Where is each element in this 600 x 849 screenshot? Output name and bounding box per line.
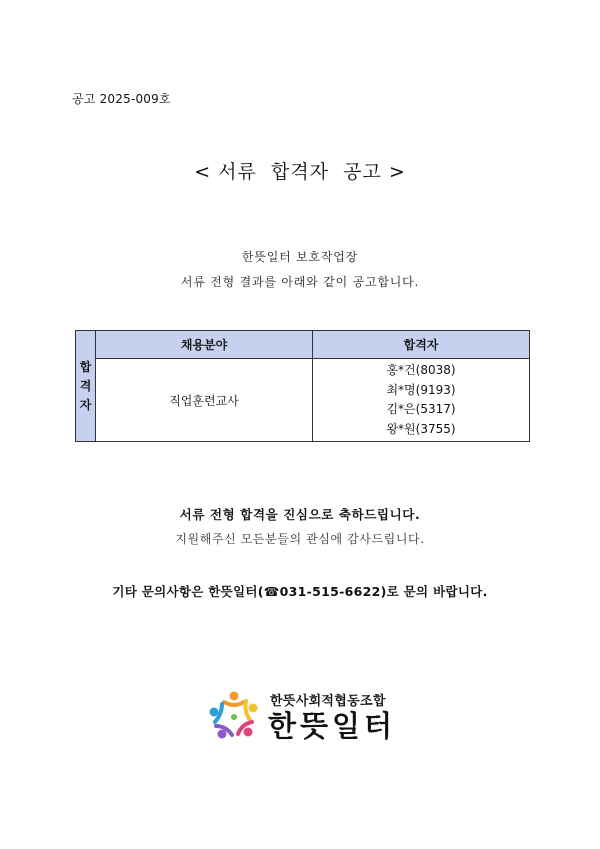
column-header-field: 채용분야 [96, 331, 313, 359]
table-row [76, 359, 530, 442]
side-header-char: 합 [79, 359, 92, 374]
logo-name: 한뜻일터 [268, 709, 397, 743]
people-circle-logo-icon [206, 688, 262, 744]
logo-subtitle: 한뜻사회적협동조합 [270, 694, 386, 709]
side-header [76, 331, 96, 442]
intro-organization: 한뜻일터 보호작업장 [241, 250, 359, 264]
results-table [75, 330, 530, 442]
field-cell: 직업훈련교사 [96, 359, 313, 442]
notice-number: 공고 2025-009호 [72, 92, 171, 106]
column-header-applicants: 합격자 [313, 331, 530, 359]
page-title: < 서류 합격자 공고 > [194, 161, 406, 183]
applicants-cell [313, 359, 530, 442]
intro-statement: 서류 전형 결과를 아래와 같이 공고합니다. [180, 275, 420, 289]
applicant-name: 왕*원(3755) [386, 421, 456, 436]
congratulations-text: 서류 전형 합격을 진심으로 축하드립니다. [179, 507, 421, 522]
thanks-text: 지원해주신 모든분들의 관심에 감사드립니다. [175, 532, 425, 546]
applicant-name: 김*은(5317) [386, 402, 456, 416]
side-header-char: 자 [79, 397, 92, 412]
applicant-name: 홍*건(8038) [386, 363, 456, 377]
side-header-char: 격 [79, 378, 92, 393]
applicant-name: 최*명(9193) [386, 382, 456, 397]
organization-logo [206, 686, 406, 746]
contact-info: 기타 문의사항은 한뜻일터(☎031-515-6622)로 문의 바랍니다. [112, 584, 488, 599]
